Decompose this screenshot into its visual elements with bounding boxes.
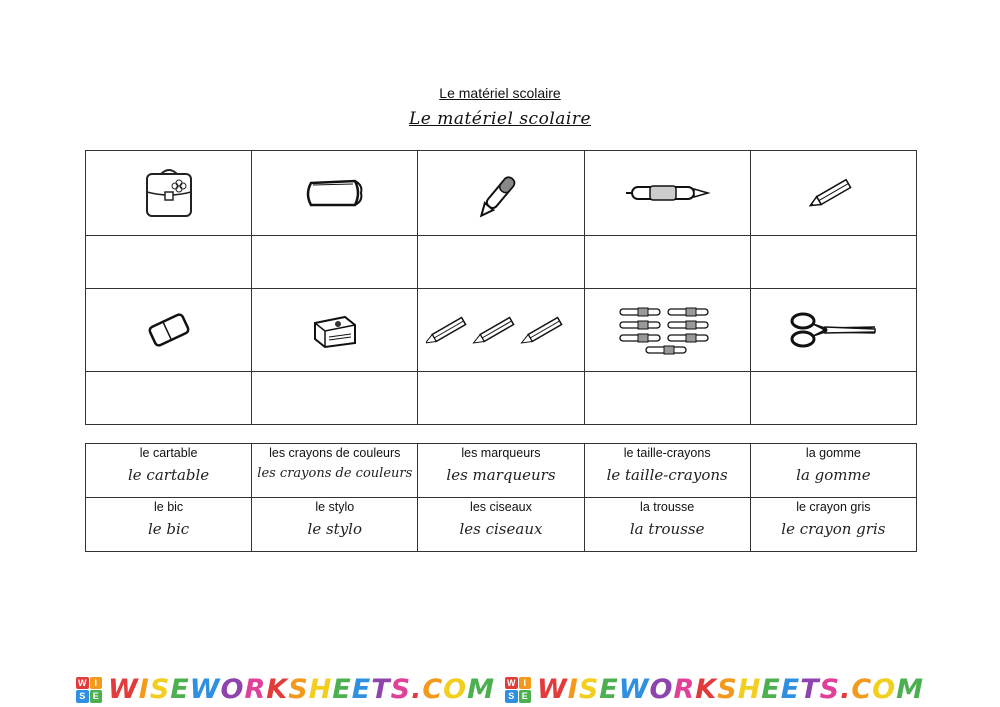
brand-letter: S bbox=[149, 674, 171, 705]
brand-letter: W bbox=[108, 674, 139, 705]
word-cursive: la trousse bbox=[629, 520, 705, 538]
answer-cell[interactable] bbox=[86, 236, 252, 289]
word-card[interactable] bbox=[584, 498, 750, 552]
word-print: le crayon gris bbox=[796, 500, 871, 514]
bag-icon bbox=[139, 166, 199, 221]
brand-watermark bbox=[505, 674, 924, 705]
picture-cell bbox=[418, 151, 584, 236]
answer-row bbox=[86, 236, 917, 289]
worksheet-title-cursive: Le matériel scolaire bbox=[408, 109, 592, 129]
picture-cell bbox=[418, 289, 584, 372]
word-print: les crayons de couleurs bbox=[269, 446, 401, 460]
brand-letter: W bbox=[618, 674, 650, 705]
answer-cell[interactable] bbox=[750, 372, 916, 425]
sharpener-icon bbox=[307, 307, 363, 353]
picture-cell bbox=[750, 289, 916, 372]
word-print: le bic bbox=[154, 500, 184, 514]
word-cursive: le cartable bbox=[127, 466, 210, 484]
brand-letter: M bbox=[467, 674, 495, 705]
brand-letter: O bbox=[649, 674, 674, 705]
picture-cell bbox=[750, 151, 916, 236]
pencil-icon bbox=[803, 173, 863, 213]
word-card[interactable] bbox=[86, 444, 252, 498]
word-print: le taille-crayons bbox=[623, 446, 711, 460]
answer-cell[interactable] bbox=[584, 236, 750, 289]
brand-letter: I bbox=[138, 674, 150, 705]
word-cursive: les ciseaux bbox=[459, 520, 543, 538]
word-print: le stylo bbox=[315, 500, 355, 514]
eraser-icon bbox=[139, 306, 199, 354]
brand-letter: . bbox=[411, 674, 423, 705]
picture-row bbox=[86, 289, 917, 372]
scissors-icon bbox=[785, 307, 881, 353]
answer-row bbox=[86, 372, 917, 425]
brand-letter: E bbox=[780, 674, 801, 705]
picture-cell bbox=[584, 151, 750, 236]
colored-pencils-icon bbox=[426, 308, 576, 352]
answer-cell[interactable] bbox=[750, 236, 916, 289]
word-print: les marqueurs bbox=[461, 446, 541, 460]
brand-letter: S bbox=[288, 674, 309, 705]
answer-cell[interactable] bbox=[86, 372, 252, 425]
logo-letter: W bbox=[507, 677, 516, 688]
brand-letter: W bbox=[189, 674, 221, 705]
brand-letter: M bbox=[896, 674, 924, 705]
word-print: le cartable bbox=[139, 446, 198, 460]
brand-logo-icon bbox=[505, 677, 531, 703]
picture-row bbox=[86, 151, 917, 236]
brand-letter: T bbox=[371, 674, 391, 705]
word-card[interactable] bbox=[584, 444, 750, 498]
brand-letter: K bbox=[266, 674, 289, 705]
brand-name bbox=[108, 674, 495, 705]
word-cursive: le bic bbox=[147, 520, 190, 538]
word-card[interactable] bbox=[86, 498, 252, 552]
brand-letter: E bbox=[351, 674, 372, 705]
word-print: les ciseaux bbox=[470, 500, 532, 514]
brand-letter: O bbox=[220, 674, 245, 705]
word-print: la gomme bbox=[805, 446, 861, 460]
word-cursive: le crayon gris bbox=[781, 520, 886, 538]
brand-letter: S bbox=[578, 674, 600, 705]
word-cursive: la gomme bbox=[796, 466, 871, 484]
pencil-case-icon bbox=[303, 173, 367, 213]
word-bank bbox=[85, 443, 917, 552]
logo-letter: S bbox=[76, 690, 89, 703]
brand-letter: W bbox=[537, 674, 568, 705]
brand-letter: H bbox=[308, 674, 333, 705]
logo-letter: I bbox=[519, 677, 532, 690]
markers-icon bbox=[612, 305, 722, 355]
word-card[interactable] bbox=[750, 444, 916, 498]
word-cursive: les marqueurs bbox=[446, 466, 556, 484]
picture-cell bbox=[584, 289, 750, 372]
fountain-pen-icon bbox=[469, 163, 533, 223]
word-card[interactable] bbox=[252, 498, 418, 552]
word-bank-row bbox=[86, 444, 917, 498]
brand-logo-icon bbox=[76, 677, 102, 703]
answer-cell[interactable] bbox=[418, 372, 584, 425]
word-card[interactable] bbox=[418, 498, 584, 552]
brand-letter: T bbox=[800, 674, 820, 705]
logo-letter: I bbox=[90, 677, 103, 690]
picture-cell bbox=[86, 151, 252, 236]
picture-cell bbox=[252, 289, 418, 372]
brand-letter: E bbox=[599, 674, 619, 705]
answer-cell[interactable] bbox=[252, 236, 418, 289]
ballpoint-pen-icon bbox=[622, 178, 712, 208]
brand-letter: R bbox=[244, 674, 267, 705]
answer-cell[interactable] bbox=[584, 372, 750, 425]
answer-cell[interactable] bbox=[418, 236, 584, 289]
brand-letter: E bbox=[332, 674, 352, 705]
worksheet-title: Le matériel scolaire bbox=[439, 85, 561, 101]
logo-letter: S bbox=[505, 690, 518, 703]
picture-cell bbox=[252, 151, 418, 236]
word-cursive: le stylo bbox=[307, 520, 363, 538]
picture-grid bbox=[85, 150, 917, 425]
brand-watermark bbox=[76, 674, 495, 705]
logo-letter: E bbox=[90, 690, 103, 703]
brand-letter: C bbox=[422, 674, 444, 705]
brand-letter: K bbox=[695, 674, 718, 705]
picture-cell bbox=[86, 289, 252, 372]
brand-letter: E bbox=[170, 674, 190, 705]
brand-letter: S bbox=[390, 674, 412, 705]
brand-letter: H bbox=[737, 674, 762, 705]
brand-letter: S bbox=[717, 674, 738, 705]
brand-letter: O bbox=[443, 674, 468, 705]
word-card[interactable] bbox=[750, 498, 916, 552]
brand-letter: E bbox=[761, 674, 781, 705]
word-card[interactable] bbox=[418, 444, 584, 498]
word-cursive: les crayons de couleurs bbox=[257, 466, 413, 481]
word-bank-row bbox=[86, 498, 917, 552]
brand-letter: O bbox=[872, 674, 897, 705]
brand-name bbox=[537, 674, 924, 705]
logo-letter: W bbox=[78, 677, 87, 688]
brand-letter: . bbox=[840, 674, 852, 705]
brand-letter: S bbox=[819, 674, 841, 705]
brand-letter: I bbox=[567, 674, 579, 705]
answer-cell[interactable] bbox=[252, 372, 418, 425]
word-card[interactable] bbox=[252, 444, 418, 498]
word-print: la trousse bbox=[640, 500, 695, 514]
brand-letter: C bbox=[851, 674, 873, 705]
logo-letter: E bbox=[519, 690, 532, 703]
brand-letter: R bbox=[673, 674, 696, 705]
watermark-footer bbox=[0, 672, 1000, 707]
word-cursive: le taille-crayons bbox=[606, 466, 728, 484]
